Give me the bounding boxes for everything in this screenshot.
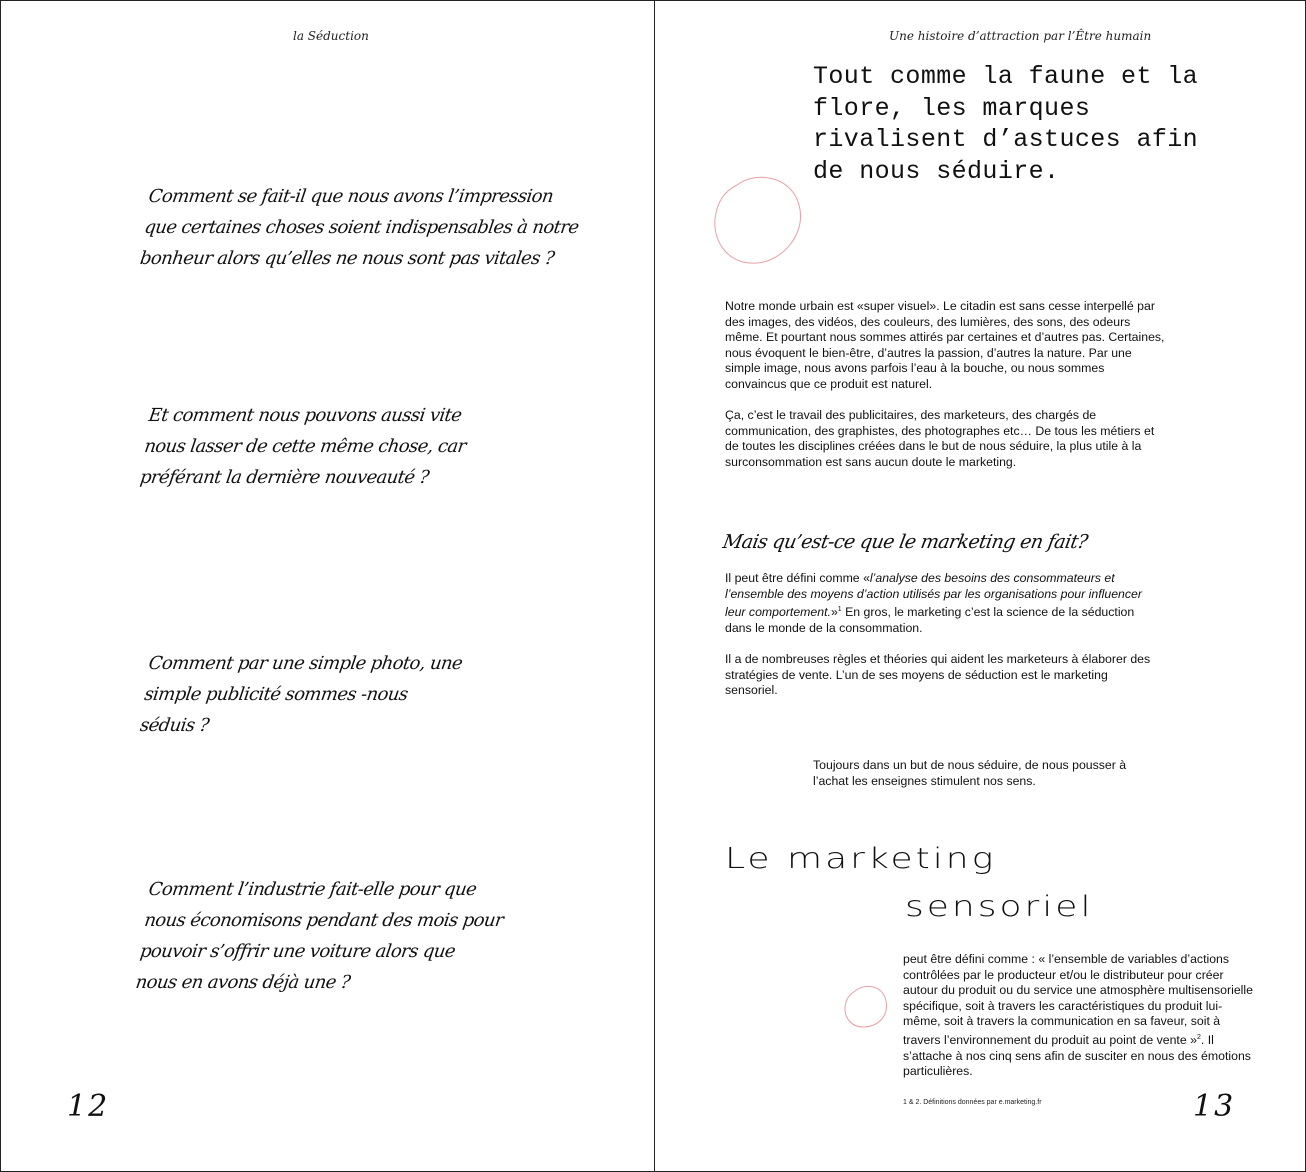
definition-rest: En gros, le marketing c’est la science de la séduction dans le monde de la consommation. bbox=[725, 605, 1135, 635]
big-title-line-2: sensoriel bbox=[905, 891, 1094, 923]
left-running-head: la Séduction bbox=[293, 29, 369, 43]
question-2: Et comment nous pouvons aussi vite nous lasser de cette même chose, car préférant la dernière nouveauté ? bbox=[138, 405, 468, 488]
left-page-number: 12 bbox=[67, 1089, 110, 1124]
question-4: Comment l’industrie fait-elle pour que nous économisons pendant des mois pour pouvoir s’offrir une voiture alors que nous en avons déjà une ? bbox=[134, 879, 505, 993]
footnote-ref-1: 1 bbox=[837, 606, 842, 614]
definition-paragraph-1 bbox=[725, 571, 1155, 636]
definition-lead: Il peut être défini comme « bbox=[725, 571, 870, 585]
footnote: 1 & 2. Définitions données par e.marketing.fr bbox=[903, 1099, 1042, 1106]
footnote-ref-2: 2 bbox=[1196, 1033, 1201, 1041]
sensoriel-definition-text: peut être défini comme : « l’ensemble de variables d’actions contrôlées par le producteur et/ou le distributeur pour créer autour du produit ou du service une atmosphère multisensorielle spécifique, soit à travers les caractéristiques du produit lui-même, soit à travers la communication en sa faveur, soit à travers l’environnement du produit au point de vente » bbox=[903, 952, 1253, 1048]
big-title-line-1: Le marketing bbox=[725, 843, 997, 875]
headline: Tout comme la faune et la flore, les marques rivalisent d’astuces afin de nous séduire. bbox=[813, 62, 1199, 186]
definition-paragraph-2: Il a de nombreuses règles et théories qui aident les marketeurs à élaborer des stratégies de vente. L’un de ses moyens de séduction est le marketing sensoriel. bbox=[725, 652, 1151, 698]
question-1: Comment se fait-il que nous avons l’impression que certaines choses soient indispensables à notre bonheur alors qu’elles ne nous sont pas vitales ? bbox=[138, 186, 580, 269]
right-page bbox=[655, 1, 1306, 1171]
definition-close: » bbox=[830, 605, 838, 620]
question-3: Comment par une simple photo, une simple publicité sommes -nous séduis ? bbox=[138, 653, 464, 736]
intro-paragraph-2: Ça, c’est le travail des publicitaires, des marketeurs, des chargés de communication, des graphistes, des photographes etc… De tous les métiers et de toutes les disciplines créées dans le but de nous séduire, la plus utile à la surconsommation est sans aucun doute le marketing. bbox=[725, 408, 1155, 469]
sensoriel-definition bbox=[903, 952, 1253, 1080]
right-running-head: Une histoire d’attraction par l’Être humain bbox=[889, 29, 1152, 43]
left-page bbox=[1, 1, 654, 1171]
right-page-number: 13 bbox=[1193, 1089, 1236, 1124]
decorative-blob-large bbox=[707, 173, 807, 269]
intro-paragraph-1: Notre monde urbain est «super visuel». Le citadin est sans cesse interpellé par des images, des vidéos, des couleurs, des lumières, des sons, des odeurs même. Et pourtant nous sommes attirés par certaines et d’autres pas. Certaines, nous évoquent le bien-être, d’autres la passion, d’autres la nature. Par une simple image, nous avons parfois l’eau à la bouche, ou nous sommes convaincus que ce produit est naturel. bbox=[725, 299, 1165, 391]
sensoriel-definition-rest: . Il s’attache à nos cinq sens afin de susciter en nous des émotions particulières. bbox=[903, 1033, 1251, 1079]
intro-text bbox=[725, 299, 1165, 486]
aside-text: Toujours dans un but de nous séduire, de nous pousser à l’achat les enseignes stimulent nos sens. bbox=[813, 758, 1127, 788]
decorative-blob-small bbox=[841, 983, 891, 1031]
section-subhead: Mais qu’est-ce que le marketing en fait? bbox=[721, 531, 1090, 553]
definition-quote: l’analyse des besoins des consommateurs et l’ensemble des moyens d’action utilisés par les organisations pour influencer leur comportement. bbox=[725, 571, 1142, 620]
marketing-definition bbox=[725, 571, 1155, 714]
